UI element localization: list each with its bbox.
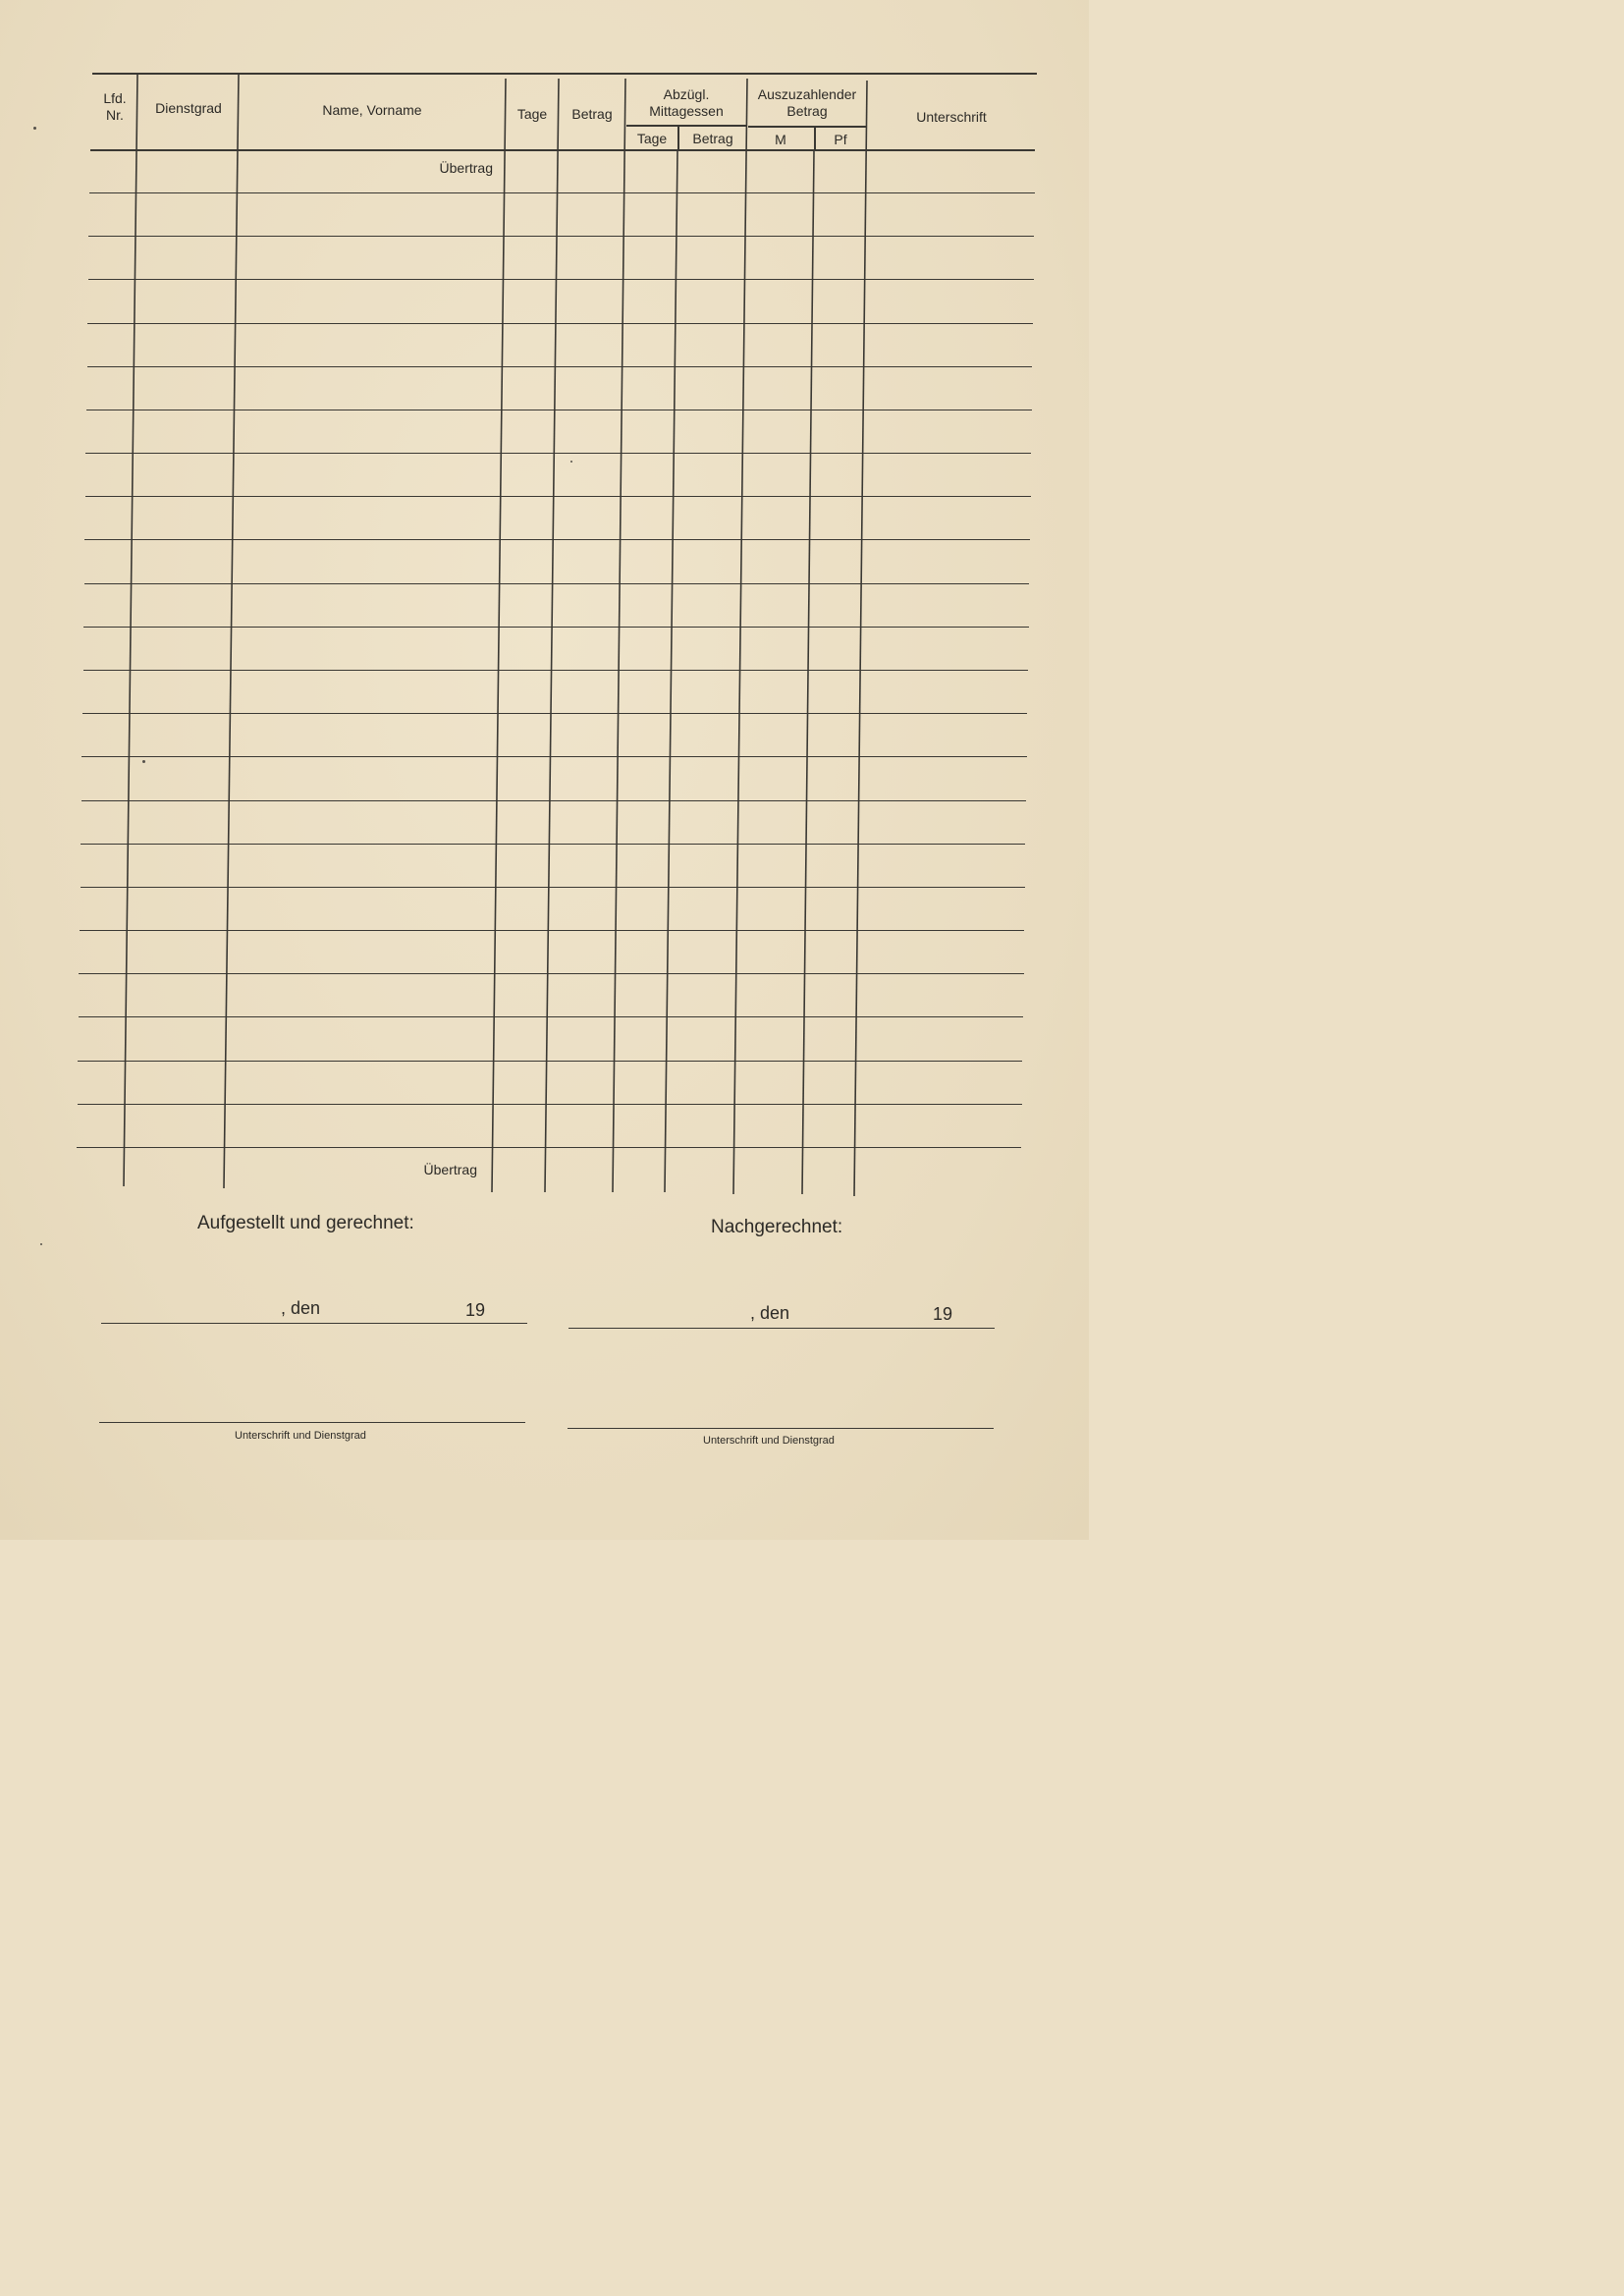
paper-speck [570, 461, 572, 463]
header-tage: Tage [516, 106, 548, 122]
header-abzuegl-mittagessen: Abzügl. Mittagessen [649, 86, 724, 119]
header-unterschrift: Unterschrift [916, 109, 987, 125]
left-date-line[interactable] [101, 1323, 527, 1324]
col-rule-lfd [122, 75, 139, 1186]
right-date-line[interactable] [568, 1328, 995, 1329]
header-dienstgrad: Dienstgrad [155, 100, 222, 116]
auszahl-subheader-divider [814, 127, 816, 150]
header-betrag: Betrag [571, 106, 613, 122]
paper-speck [142, 760, 145, 763]
left-signature-caption: Unterschrift und Dienstgrad [235, 1430, 366, 1442]
abzuegl-subheader-rule [626, 125, 746, 127]
header-abzuegl-tage: Tage [636, 131, 668, 146]
col-rule-betrag [611, 79, 627, 1192]
left-den-label: , den [281, 1298, 321, 1318]
uebertrag-bottom-label: Übertrag [423, 1162, 477, 1177]
right-signature-caption: Unterschrift und Dienstgrad [703, 1435, 835, 1447]
col-rule-m [800, 151, 816, 1194]
abzuegl-subheader-divider [677, 126, 679, 149]
col-rule-tage [543, 79, 561, 1192]
header-name-vorname: Name, Vorname [322, 102, 422, 118]
paper-speck [33, 127, 36, 130]
right-year-label: 19 [933, 1304, 953, 1324]
aufgestellt-heading: Aufgestellt und gerechnet: [197, 1213, 414, 1233]
header-abzuegl-betrag: Betrag [692, 131, 733, 146]
paper-speck [40, 1243, 42, 1245]
col-rule-abz-betrag [731, 79, 749, 1194]
header-auszuzahlender-betrag: Auszuzahlender Betrag [757, 86, 857, 119]
col-rule-name [490, 79, 508, 1192]
uebertrag-top-label: Übertrag [439, 160, 493, 176]
col-rule-pf [852, 81, 869, 1196]
auszahl-subheader-rule [748, 126, 866, 128]
right-signature-line[interactable] [568, 1428, 994, 1429]
left-signature-line[interactable] [99, 1422, 525, 1423]
header-auszahl-pf: Pf [834, 132, 847, 147]
col-rule-abz-tage [663, 151, 679, 1192]
left-year-label: 19 [465, 1300, 486, 1320]
col-rule-dienstgrad [222, 75, 241, 1188]
form-sheet [0, 0, 1089, 1540]
header-lfd-nr: Lfd. Nr. [103, 90, 127, 123]
nachgerechnet-heading: Nachgerechnet: [711, 1217, 843, 1237]
header-auszahl-m: M [775, 132, 786, 147]
right-den-label: , den [750, 1303, 790, 1323]
